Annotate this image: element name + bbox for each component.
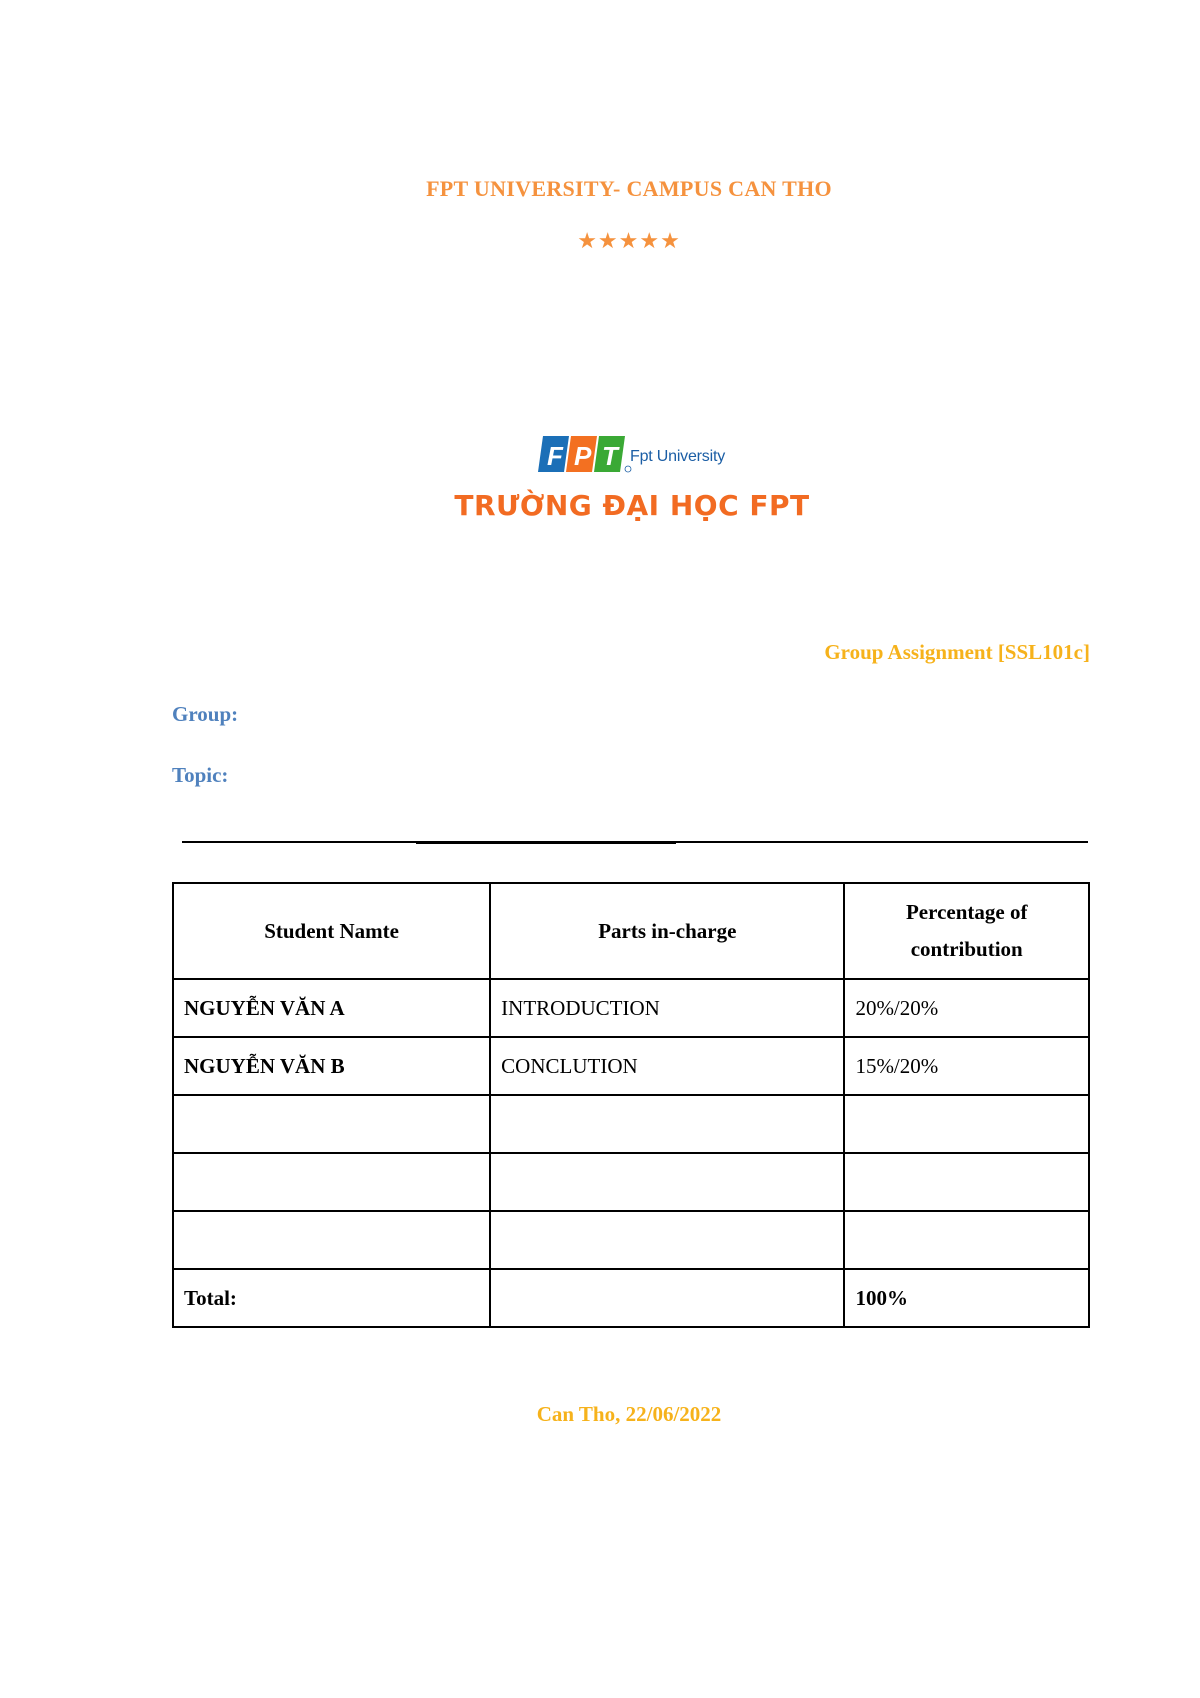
table-total-row xyxy=(173,1269,1089,1327)
table-row xyxy=(173,1037,1089,1095)
cell-percentage: 15%/20% xyxy=(844,1037,1089,1095)
table-header-row xyxy=(173,883,1089,979)
header-parts-in-charge: Parts in-charge xyxy=(490,883,844,979)
star-rating: ★★★★★ xyxy=(577,228,681,253)
total-label: Total: xyxy=(173,1269,490,1327)
cell-part xyxy=(490,1153,844,1211)
table-row xyxy=(173,1095,1089,1153)
cell-student-name xyxy=(173,1095,490,1153)
contribution-table xyxy=(172,882,1090,1328)
header-student-name: Student Namte xyxy=(173,883,490,979)
header-percentage: Percentage of contribution xyxy=(844,883,1089,979)
assignment-title: Group Assignment [SSL101c] xyxy=(824,640,1090,664)
cell-part: CONCLUTION xyxy=(490,1037,844,1095)
table-row xyxy=(173,979,1089,1037)
cell-percentage: 20%/20% xyxy=(844,979,1089,1037)
logo-letter-t: T xyxy=(602,441,618,471)
cell-student-name xyxy=(173,1153,490,1211)
cell-percentage xyxy=(844,1153,1089,1211)
cell-percentage xyxy=(844,1211,1089,1269)
fpt-logo-mark-icon xyxy=(537,434,632,474)
logo-subtitle: Fpt University xyxy=(630,448,725,465)
university-title: FPT UNIVERSITY- CAMPUS CAN THO xyxy=(426,176,832,201)
group-label: Group: xyxy=(172,702,239,726)
total-value: 100% xyxy=(844,1269,1089,1327)
fpt-university-logo xyxy=(452,434,812,534)
table-row xyxy=(173,1211,1089,1269)
place-and-date: Can Tho, 22/06/2022 xyxy=(536,1402,722,1426)
cell-student-name: NGUYỄN VĂN B xyxy=(173,1037,490,1095)
horizontal-divider-accent xyxy=(416,841,676,844)
registered-mark-icon xyxy=(625,466,631,472)
cell-part xyxy=(490,1211,844,1269)
cell-part: INTRODUCTION xyxy=(490,979,844,1037)
logo-university-name: TRƯỜNG ĐẠI HỌC FPT xyxy=(454,489,810,522)
logo-letter-f: F xyxy=(547,441,563,471)
topic-label: Topic: xyxy=(172,763,229,787)
cell-student-name xyxy=(173,1211,490,1269)
cell-percentage xyxy=(844,1095,1089,1153)
logo-letter-p: P xyxy=(574,441,592,471)
table-row xyxy=(173,1153,1089,1211)
total-parts xyxy=(490,1269,844,1327)
cell-student-name: NGUYỄN VĂN A xyxy=(173,979,490,1037)
cell-part xyxy=(490,1095,844,1153)
